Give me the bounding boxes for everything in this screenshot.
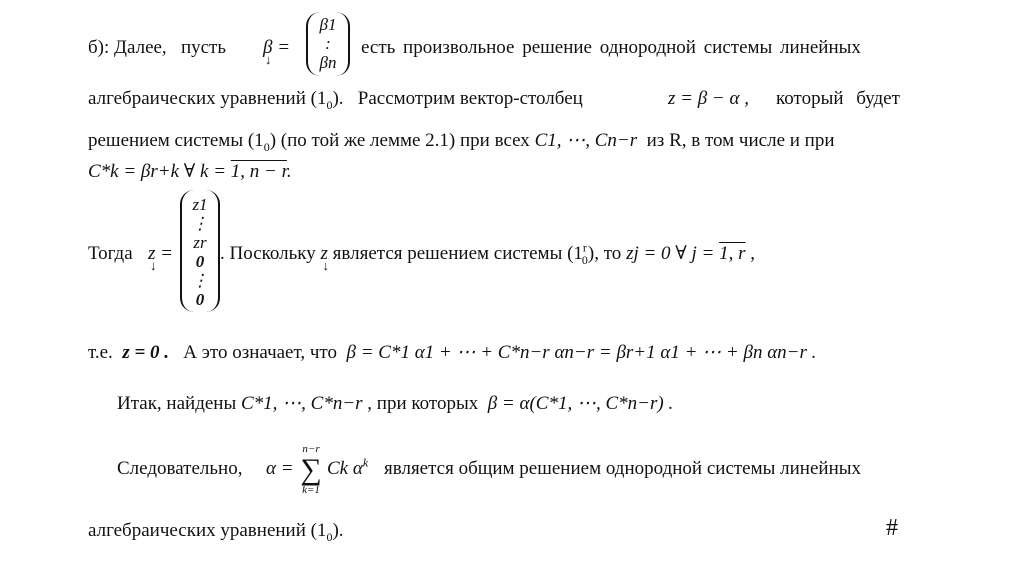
end-of-proof-mark: # <box>886 515 898 541</box>
line-6 <box>88 343 816 362</box>
line7-text-b: , при которых <box>367 393 479 414</box>
beta-vector: β = ↓ <box>263 38 290 57</box>
matrix-beta-row-3: βn <box>319 53 337 72</box>
line2-expr: z = β − α , <box>668 88 749 109</box>
line-1 <box>88 38 226 57</box>
line6-text: А это означает, что <box>183 342 337 363</box>
line5-range: 1, r <box>719 243 746 264</box>
line5-text-b-end: ), то <box>587 243 622 264</box>
line3-sub: 0 <box>263 139 270 154</box>
line6-formula: β = C*1 α1 + ⋯ + C*n−r αn−r = βr+1 α1 + ⋯ + βn αn−r . <box>346 342 817 363</box>
line9-text-a: алгебраических уравнений (1 <box>88 520 327 541</box>
line2-sub: 0 <box>326 97 333 112</box>
line-7 <box>117 394 673 413</box>
line7-consts: C*1, ⋯, C*n−r <box>240 393 363 414</box>
line1-pust: пусть <box>180 37 227 58</box>
line2-text-b: Рассмотрим вектор-столбец <box>357 88 583 109</box>
line2-text-a: алгебраических уравнений (1 <box>88 88 327 109</box>
sum-operator <box>298 444 324 496</box>
matrix-z-row-2: ⋮ <box>191 214 209 233</box>
line5-sub: 0 <box>581 252 588 267</box>
line5-end: , <box>745 243 756 264</box>
matrix-beta <box>306 12 350 76</box>
line-5 <box>220 240 756 267</box>
line3-text-b: из <box>646 130 665 151</box>
line-2 <box>88 88 583 112</box>
line5-togda: Тогда <box>88 243 133 264</box>
line-9 <box>88 520 344 544</box>
matrix-z-row-5: ⋮ <box>191 271 209 290</box>
line8-rhs-sup: k <box>362 455 369 470</box>
line9-text-a-end: ). <box>332 520 344 541</box>
line6-te: т.е. <box>88 342 113 363</box>
line4-end: . <box>286 161 292 182</box>
matrix-z-row-4: 0 <box>195 252 205 271</box>
line5-text-a: . Поскольку <box>220 243 316 264</box>
line3-R: R <box>669 130 682 151</box>
matrix-z-row-3: zr <box>193 233 207 252</box>
z-vector: z = ↓ <box>148 244 173 263</box>
line2-text-c: который будет <box>776 88 900 109</box>
matrix-z-row-6: 0 <box>195 290 205 309</box>
line9-sub: 0 <box>326 529 333 544</box>
matrix-beta-row-1: β1 <box>319 15 337 34</box>
line4-expr: C*k = βr+k ∀ k = <box>88 161 231 182</box>
matrix-z <box>180 190 220 312</box>
line-3 <box>88 130 835 154</box>
line8-text-a: Следовательно, <box>117 458 243 479</box>
line8-rhs-wrap <box>327 455 369 479</box>
line3-text-c: , в том числе и при <box>681 130 835 151</box>
matrix-beta-row-2: : <box>325 34 331 53</box>
line8-lhs: α = <box>266 458 294 479</box>
line5-text-b: является решением системы (1 <box>332 243 583 264</box>
matrix-z-row-1: z1 <box>192 195 208 214</box>
line6-expr: z = 0 . <box>122 342 170 363</box>
line3-text-a-end: ) (по той же лемме 2.1) при всех <box>269 130 530 151</box>
sum-bottom: k=1 <box>302 484 320 496</box>
line2-text-a-end: ). <box>332 88 344 109</box>
line5-expr: zj = 0 ∀ j = <box>626 243 720 264</box>
line7-formula: β = α(C*1, ⋯, C*n−r) . <box>487 393 674 414</box>
line3-consts: C1, ⋯, Cn−r <box>534 130 638 151</box>
line4-range: 1, n − r <box>230 161 287 182</box>
line8-text-b: является общим решением однородной системы линейных <box>384 458 862 479</box>
sum-top: n−r <box>302 443 320 455</box>
line8-rhs: Ck α <box>327 458 363 479</box>
line-4 <box>88 162 292 181</box>
line5-sup: r <box>582 240 587 255</box>
line5-z: z ↓ <box>321 244 328 263</box>
line3-text-a: решением системы (1 <box>88 130 264 151</box>
line1-prefix: б): Далее, <box>88 37 167 58</box>
line5-z-eq <box>148 244 173 263</box>
beta-eq <box>263 38 290 57</box>
sum-symbol: ∑ <box>300 453 322 486</box>
line1-suffix: есть произвольное решение однородной системы линейных <box>361 37 861 58</box>
line7-text-a: Итак, найдены <box>117 393 237 414</box>
